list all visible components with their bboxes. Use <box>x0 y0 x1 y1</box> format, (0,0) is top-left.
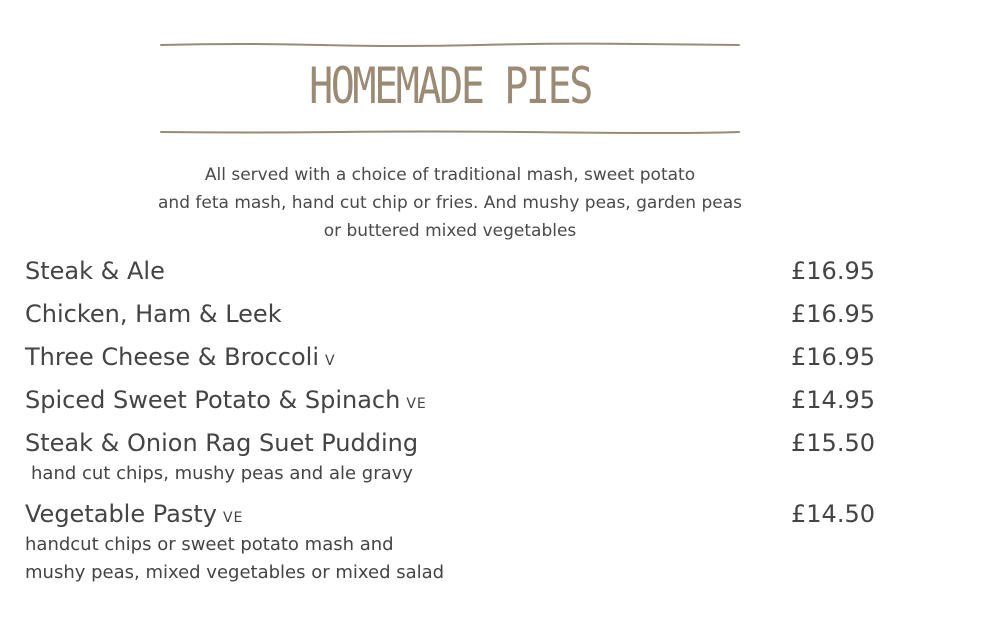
description-line: hand cut chips, mushy peas and ale gravy <box>31 463 413 484</box>
item-name <box>25 386 427 414</box>
description-line: handcut chips or sweet potato mash and <box>25 534 394 555</box>
section-intro <box>90 161 810 245</box>
intro-line: All served with a choice of traditional mash, sweet potato <box>204 165 696 185</box>
item-price: £16.95 <box>791 343 875 371</box>
intro-line: or buttered mixed vegetables <box>323 221 577 241</box>
item-name: Chicken, Ham & Leek <box>25 300 282 328</box>
item-description <box>25 531 875 587</box>
item-price: £14.50 <box>791 500 875 528</box>
item-name-text: Vegetable Pasty <box>25 500 217 528</box>
menu-item-vegetable-pasty <box>25 497 875 587</box>
dietary-tag: VE <box>222 510 244 526</box>
item-name-text: Spiced Sweet Potato & Spinach <box>25 386 401 414</box>
menu-item-spiced-sweet-potato-spinach <box>25 383 875 417</box>
section-title: HOMEMADE PIES <box>309 57 591 115</box>
item-price: £16.95 <box>791 257 875 285</box>
description-line: mushy peas, mixed vegetables or mixed salad <box>25 562 445 583</box>
dietary-tag: VE <box>406 396 427 412</box>
item-name <box>25 500 243 528</box>
header-top-rule <box>160 40 740 50</box>
menu-item-chicken-ham-leek <box>25 297 875 331</box>
menu-item-three-cheese-broccoli <box>25 340 875 374</box>
item-name: Steak & Onion Rag Suet Pudding <box>25 429 419 457</box>
item-name: Steak & Ale <box>25 257 165 285</box>
item-price: £14.95 <box>791 386 875 414</box>
header-bottom-rule <box>160 127 740 137</box>
item-name-text: Three Cheese & Broccoli <box>25 343 320 371</box>
item-price: £16.95 <box>791 300 875 328</box>
intro-line: and feta mash, hand cut chip or fries. And mushy peas, garden peas <box>158 193 742 213</box>
item-price: £15.50 <box>791 429 875 457</box>
menu-item-steak-ale <box>25 254 875 288</box>
dietary-tag: V <box>325 353 336 369</box>
item-description <box>25 460 875 488</box>
menu-item-steak-onion-suet-pudding <box>25 426 875 488</box>
item-name <box>25 343 336 371</box>
